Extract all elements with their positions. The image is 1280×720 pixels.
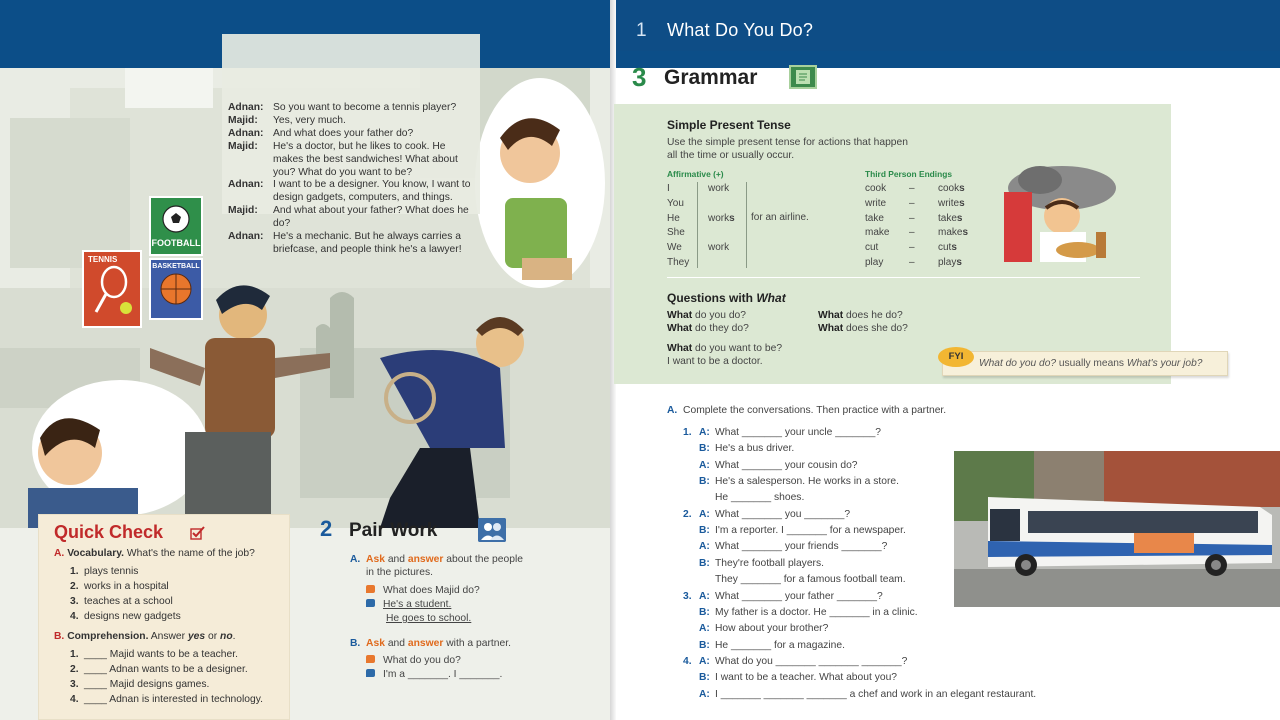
conversation-line: 2. A: What _______ you _______? xyxy=(683,508,851,520)
verb-form: work xyxy=(708,183,730,194)
exercise-instruction: A. Complete the conversations. Then practice with a partner. xyxy=(667,405,947,416)
speaker-line: And what about your father? What does he do? xyxy=(273,205,469,230)
conversation-line: 1. A: What _______ your uncle _______? xyxy=(683,427,882,438)
pronoun: They xyxy=(667,256,690,268)
pronoun: We xyxy=(667,242,682,254)
dialogue-line xyxy=(228,179,478,205)
conversation-line: A: How about your brother? xyxy=(699,623,829,635)
dialogue-line xyxy=(228,205,478,231)
conversation-line: B: He _______ for a magazine. xyxy=(699,639,845,651)
ending-base: write xyxy=(865,197,887,209)
verb-form: work xyxy=(708,242,730,254)
ending-dash: – xyxy=(909,212,915,224)
list-item: 2. ____ Adnan wants to be a designer. xyxy=(70,664,248,675)
speaker-line: He's a doctor, but he likes to cook. He makes the best sandwiches! What about you? What do you want to be? xyxy=(273,140,458,178)
question-example: What does he do? xyxy=(818,310,903,321)
pronoun: She xyxy=(667,227,685,239)
question-answer: I want to be a doctor. xyxy=(667,356,763,367)
list-item: 1. ____ Majid wants to be a teacher. xyxy=(70,649,238,660)
conversation-line: A: I _______ _______ _______ a chef and work in an elegant restaurant. xyxy=(699,688,1037,700)
table-divider xyxy=(697,182,698,268)
vocabulary-instruction: A. Vocabulary. What's the name of the job? xyxy=(54,548,255,559)
verb-column xyxy=(708,182,735,271)
ending-dash: – xyxy=(909,257,915,268)
list-item: 3. teaches at a school xyxy=(70,596,173,607)
speaker-name: Adnan: xyxy=(228,102,264,113)
grammar-title: Grammar xyxy=(664,66,758,89)
ending-form: cooks xyxy=(938,183,965,194)
fyi-text: What do you do? usually means What's your job? xyxy=(979,358,1203,369)
unit-number: 1 xyxy=(636,20,647,41)
table-divider xyxy=(746,182,747,268)
pair-work-b-instruction: B. Ask and answer with a partner. xyxy=(350,638,511,649)
speech-orange-icon xyxy=(366,585,375,593)
grammar-divider xyxy=(667,277,1140,278)
conversation-line: A: What _______ your friends _______? xyxy=(699,541,888,553)
complement: for an airline. xyxy=(751,212,809,223)
speaker-name: Adnan: xyxy=(228,179,264,191)
speaker-name: Majid: xyxy=(228,140,258,152)
pair-work-number: 2 xyxy=(320,516,333,541)
ending-form: cuts xyxy=(938,242,957,254)
dialogue xyxy=(228,102,478,257)
dialogue-line xyxy=(228,231,478,257)
tennis-sign xyxy=(82,250,142,328)
dialogue-line xyxy=(228,102,478,115)
questions-heading: Questions with What xyxy=(667,291,786,305)
checkmark-icon xyxy=(190,526,206,540)
pair-work-a-answer: He's a student. xyxy=(366,599,451,610)
conversation-line: 4. A: What do you _______ _______ _______? xyxy=(683,655,908,667)
conversation-line: B: I want to be a teacher. What about you? xyxy=(699,672,898,684)
pair-work-a-instruction-cont: in the pictures. xyxy=(366,567,433,578)
conversation-line: They _______ for a famous football team. xyxy=(715,574,906,586)
affirmative-label: Affirmative (+) xyxy=(667,169,724,179)
speaker-name: Adnan: xyxy=(228,231,264,243)
speech-blue-icon xyxy=(366,669,375,677)
speech-blue-icon xyxy=(366,599,375,607)
speaker-line: Yes, very much. xyxy=(273,114,346,126)
pronoun: He xyxy=(667,212,680,224)
conversation-line: B: He's a bus driver. xyxy=(699,443,795,455)
football-label: FOOTBALL xyxy=(151,238,201,248)
quick-check-title: Quick Check xyxy=(54,522,164,542)
basketball-icon xyxy=(159,272,193,306)
ending-base: cut xyxy=(865,242,879,254)
question-example: What does she do? xyxy=(818,323,908,334)
bus-photo xyxy=(954,451,1280,607)
verb-form: works xyxy=(708,212,735,224)
speaker-line: He's a mechanic. But he always carries a briefcase, and people think he's a lawyer! xyxy=(273,231,462,255)
pair-work-b-answer: I'm a _______. I _______. xyxy=(366,669,502,680)
pair-work-a-instruction: A. Ask and answer about the people xyxy=(350,554,523,565)
list-item: 3. ____ Majid designs games. xyxy=(70,679,210,690)
speech-orange-icon xyxy=(366,655,375,663)
ending-form: makes xyxy=(938,227,969,239)
speaker-name: Majid: xyxy=(228,205,258,217)
grammar-book-icon xyxy=(789,65,817,89)
conversation-line: A: What _______ your cousin do? xyxy=(699,459,858,471)
conversation-line: B: My father is a doctor. He _______ in a clinic. xyxy=(699,606,918,618)
pair-work-a-question: What does Majid do? xyxy=(366,585,480,596)
speaker-name: Adnan: xyxy=(228,127,264,139)
ending-dash: – xyxy=(909,197,915,209)
conversation-line: B: They're football players. xyxy=(699,557,824,569)
conversation-line: B: He's a salesperson. He works in a store. xyxy=(699,476,899,488)
dialogue-line xyxy=(228,128,478,141)
pronoun: I xyxy=(667,183,670,194)
conversation-line: 3. A: What _______ your father _______? xyxy=(683,590,883,602)
dialogue-line xyxy=(228,141,478,180)
speaker-line: So you want to become a tennis player? xyxy=(273,102,457,113)
list-item: 2. works in a hospital xyxy=(70,581,169,592)
third-person-label: Third Person Endings xyxy=(865,169,953,179)
speaker-line: And what does your father do? xyxy=(273,127,414,139)
dialogue-line xyxy=(228,115,478,128)
basketball-label: BASKETBALL xyxy=(152,263,200,270)
grammar-description: Use the simple present tense for actions that happen all the time or usually occur. xyxy=(667,137,908,161)
pronoun: You xyxy=(667,197,684,209)
ending-form: plays xyxy=(938,257,962,268)
football-icon xyxy=(161,204,191,234)
pair-work-a-answer-2: He goes to school. xyxy=(386,613,472,624)
ending-form: takes xyxy=(938,212,963,224)
list-item: 4. designs new gadgets xyxy=(70,611,181,622)
ending-base: cook xyxy=(865,183,887,194)
tennis-label: TENNIS xyxy=(88,255,118,264)
pair-work-title: Pair Work xyxy=(349,520,438,541)
ending-dash: – xyxy=(909,227,915,239)
list-item: 4. ____ Adnan is interested in technology. xyxy=(70,694,263,705)
question-example: What do you want to be? xyxy=(667,343,783,354)
tennis-racket-icon xyxy=(90,264,134,316)
grammar-heading: Simple Present Tense xyxy=(667,118,791,132)
ending-dash: – xyxy=(909,242,915,254)
question-example: What do you do? xyxy=(667,310,747,321)
unit-title: What Do You Do? xyxy=(667,20,814,40)
speaker-name: Majid: xyxy=(228,114,258,126)
conversation-line: B: I'm a reporter. I _______ for a newspaper. xyxy=(699,525,906,537)
pair-people-icon xyxy=(478,518,506,542)
question-example: What do they do? xyxy=(667,323,749,334)
fyi-badge: FYI xyxy=(938,347,974,367)
list-item: 1. plays tennis xyxy=(70,566,139,577)
football-sign xyxy=(149,196,203,256)
conversation-line: He _______ shoes. xyxy=(715,492,805,504)
basketball-sign xyxy=(149,258,203,320)
ending-dash: – xyxy=(909,183,915,194)
ending-base: take xyxy=(865,212,884,224)
grammar-number: 3 xyxy=(632,62,647,92)
comprehension-instruction: B. Comprehension. Answer yes or no. xyxy=(54,631,236,642)
pronoun-column xyxy=(667,182,689,271)
pair-work-b-question: What do you do? xyxy=(366,655,461,666)
speaker-line: I want to be a designer. You know, I want to design gadgets, computers, and things. xyxy=(273,179,471,204)
ending-form: writes xyxy=(938,197,965,209)
ending-base: play xyxy=(865,257,884,268)
chef-illustration xyxy=(1000,162,1124,266)
ending-base: make xyxy=(865,227,890,239)
